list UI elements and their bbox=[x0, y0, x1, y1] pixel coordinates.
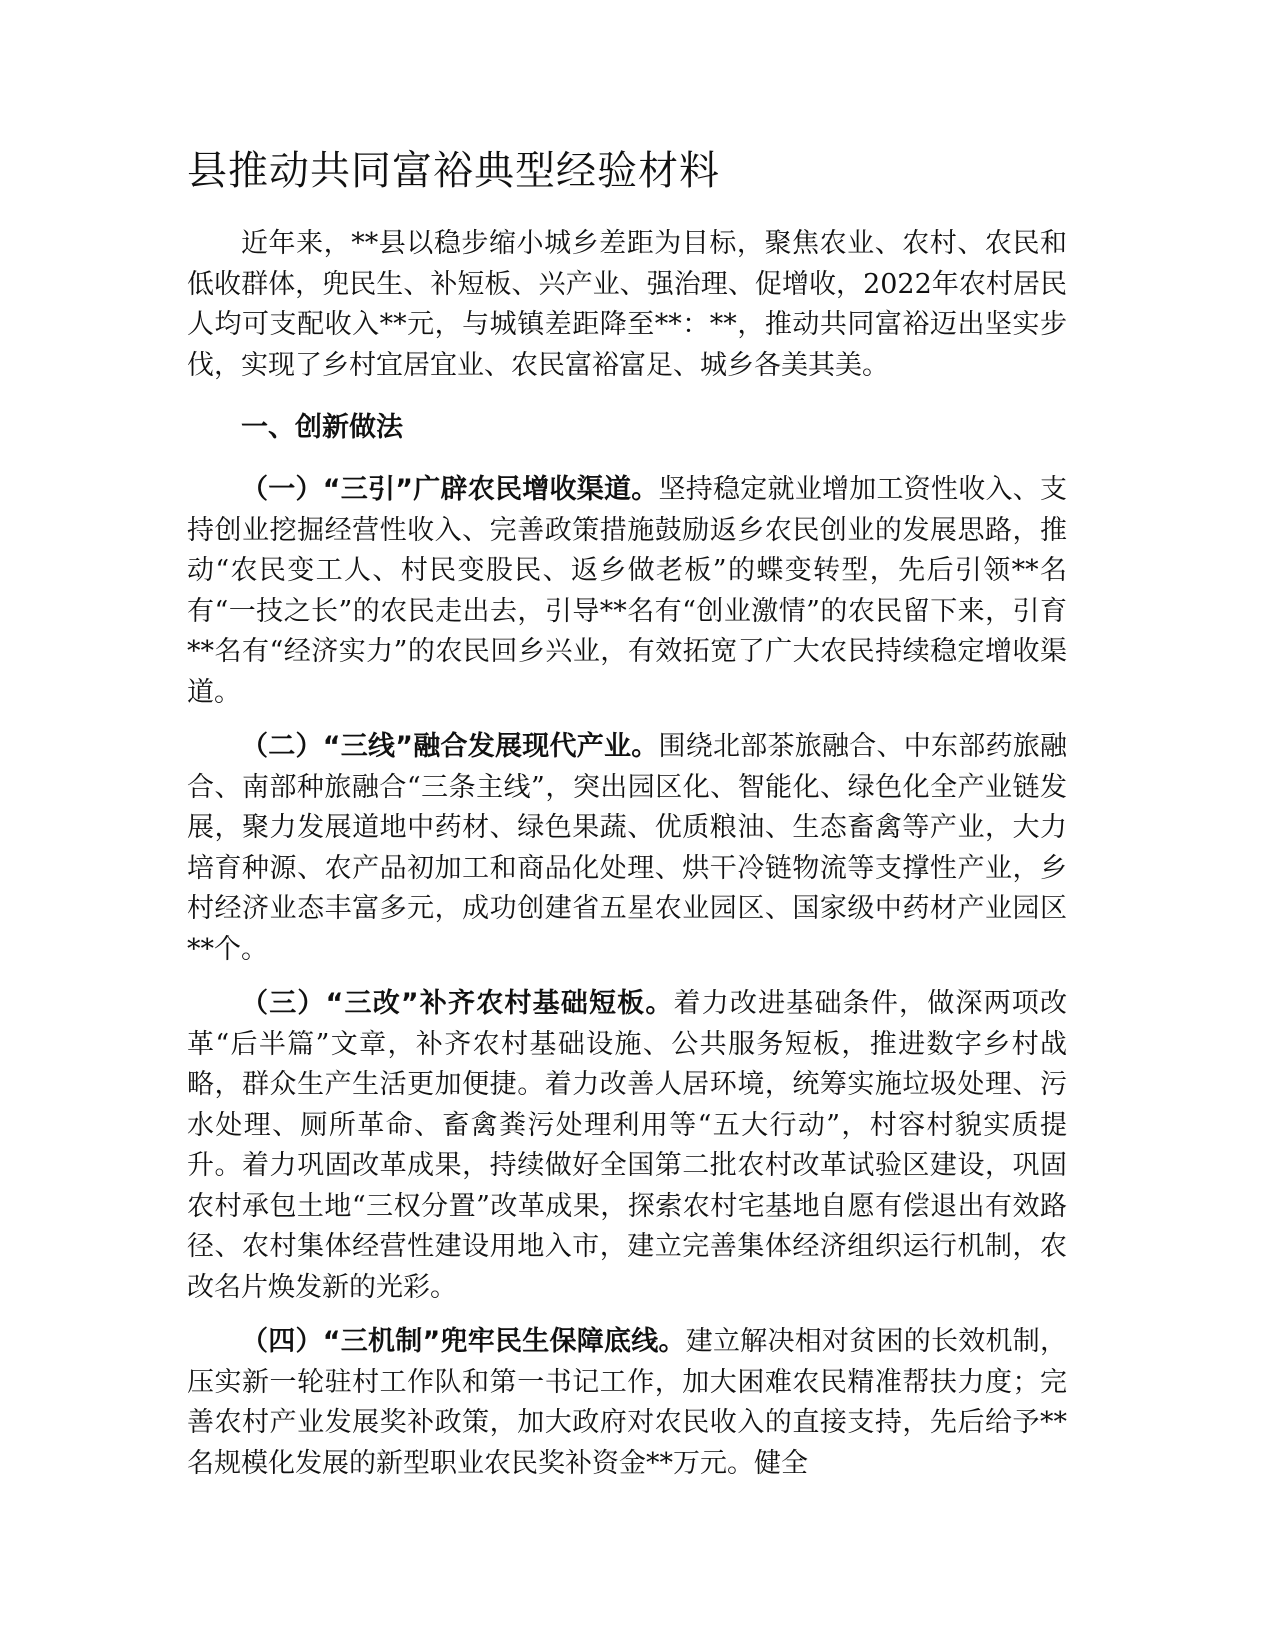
item-body-2: 围绕北部茶旅融合、中东部药旅融合、南部种旅融合“三条主线”，突出园区化、智能化、绿色化全产业链发展，聚力发展道地中药材、绿色果蔬、优质粮油、生态畜禽等产业，大力培育种源、农产品初加工和商品化处理、烘干冷链物流等支撑性产业，乡村经济业态丰富多元，成功创建省五星农业园区、国家级中药材产业园区**个。 bbox=[187, 731, 1067, 965]
item-body-4: 建立解决相对贫困的长效机制，压实新一轮驻村工作队和第一书记工作，加大困难农民精准帮扶力度；完善农村产业发展奖补政策，加大政府对农民收入的直接支持，先后给予**名规模化发展的新型职业农民奖补资金**万元。健全 bbox=[187, 1326, 1067, 1479]
item-lead-1: （一）“三引”广辟农民增收渠道。 bbox=[241, 474, 659, 505]
intro-paragraph: 近年来，**县以稳步缩小城乡差距为目标，聚焦农业、农村、农民和低收群体，兜民生、补短板、兴产业、强治理、促增收，2022年农村居民人均可支配收入**元，与城镇差距降至**：**，推动共同富裕迈出坚实步伐，实现了乡村宜居宜业、农民富裕富足、城乡各美其美。 bbox=[187, 228, 1067, 381]
item-lead-3: （三）“三改”补齐农村基础短板。 bbox=[241, 988, 674, 1019]
item-paragraph-2 bbox=[187, 727, 1067, 970]
section-heading-innovation: 一、创新做法 bbox=[241, 412, 403, 443]
document-page bbox=[187, 140, 1067, 1498]
item-body-3: 着力改进基础条件，做深两项改革“后半篇”文章，补齐农村基础设施、公共服务短板，推进数字乡村战略，群众生产生活更加便捷。着力改善人居环境，统筹实施垃圾处理、污水处理、厕所革命、畜禽粪污处理利用等“五大行动”，村容村貌实质提升。着力巩固改革成果，持续做好全国第二批农村改革试验区建设，巩固农村承包土地“三权分置”改革成果，探索农村宅基地自愿有偿退出有效路径、农村集体经营性建设用地入市，建立完善集体经济组织运行机制，农改名片焕发新的光彩。 bbox=[187, 988, 1067, 1303]
document-title: 县推动共同富裕典型经验材料 bbox=[187, 148, 720, 194]
item-paragraph-4 bbox=[187, 1322, 1067, 1484]
item-body-1: 坚持稳定就业增加工资性收入、支持创业挖掘经营性收入、完善政策措施鼓励返乡农民创业的发展思路，推动“农民变工人、村民变股民、返乡做老板”的蝶变转型，先后引领**名有“一技之长”的农民走出去，引导**名有“创业激情”的农民留下来，引育**名有“经济实力”的农民回乡兴业，有效拓宽了广大农民持续稳定增收渠道。 bbox=[187, 474, 1067, 708]
item-paragraph-3 bbox=[187, 984, 1067, 1308]
item-lead-2: （二）“三线”融合发展现代产业。 bbox=[241, 731, 659, 762]
item-lead-4: （四）“三机制”兜牢民生保障底线。 bbox=[241, 1326, 686, 1357]
item-paragraph-1 bbox=[187, 470, 1067, 713]
